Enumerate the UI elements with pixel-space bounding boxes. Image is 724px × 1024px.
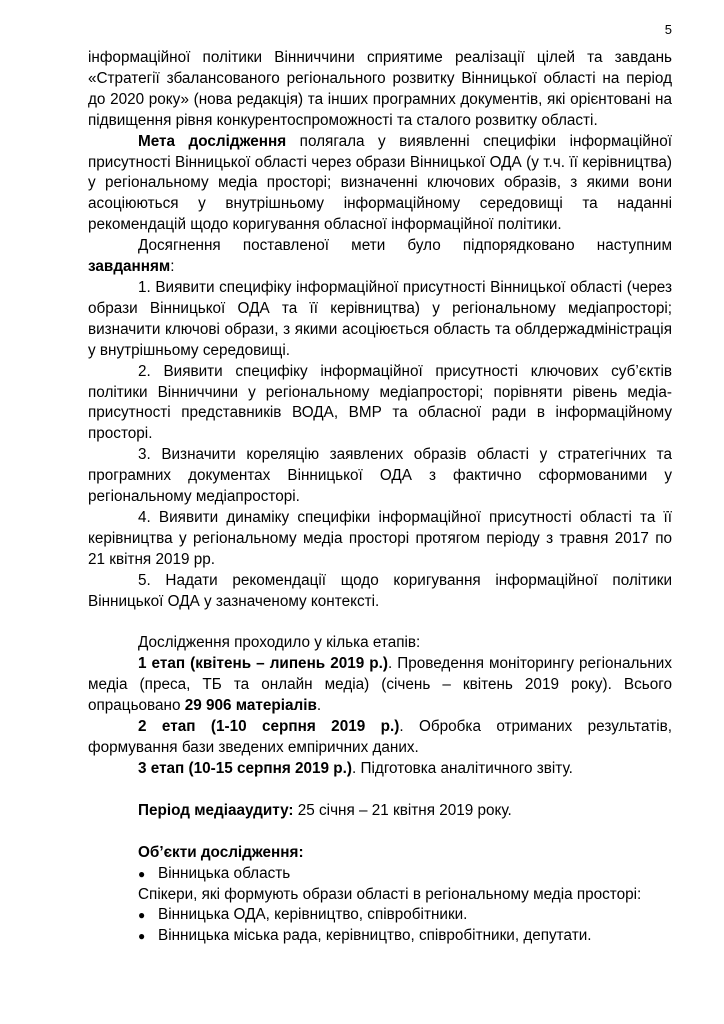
- list-item: [88, 864, 672, 885]
- task-item-1: 1. Виявити специфіку інформаційної присутності Вінницької області (через образи Вінницької ОДА та її керівництва) у регіональному медіапросторі; визначити ключові образи, з якими асоціюється область та облдержадміністрація у внутрішньому середовищі.: [88, 278, 672, 359]
- objects-heading: [88, 843, 672, 864]
- goal-text: полягала у виявленні специфіки інформаційної присутності Вінницької області через образи Вінницької ОДА (у т.ч. її керівництва) у регіональному медіа просторі; визначенні ключових образів, з якими вони асоціюються у внутрішньому інформаційному середовищі та наданні рекомендацій щодо коригування обласної інформаційної політики.: [88, 132, 672, 234]
- stage-1-count: 29 906 матеріалів: [184, 697, 317, 715]
- speaker-bullet-text: Вінницька ОДА, керівництво, співробітники.: [158, 906, 468, 924]
- task-item-2: 2. Виявити специфіку інформаційної присутності ключових суб’єктів політики Вінниччини у регіональному медіапросторі; порівняти рівень медіа-присутності представників ВОДА, ВМР та обласної ради в інформаційному просторі.: [88, 362, 672, 443]
- tasks-suffix: :: [170, 258, 175, 276]
- spacer: [88, 612, 672, 633]
- spacer: [88, 780, 672, 801]
- bullet-icon: ●: [138, 908, 146, 923]
- stage-3-label: 3 етап (10-15 серпня 2019 р.): [138, 759, 352, 777]
- bullet-icon: ●: [138, 866, 146, 881]
- page-number: 5: [664, 22, 672, 37]
- stages-intro: Дослідження проходило у кілька етапів:: [138, 634, 421, 652]
- stage-1-paragraph: [88, 654, 672, 717]
- list-item: [88, 905, 672, 926]
- speaker-bullet-text: Вінницька міська рада, керівництво, співробітники, депутати.: [158, 927, 592, 945]
- stage-1-suffix: .: [316, 697, 322, 715]
- stage-1-text: . Проведення моніторингу регіональних медіа (преса, ТБ та онлайн медіа) (січень – квітень 2019 року). Всього опрацьовано: [88, 655, 672, 715]
- stage-2-label: 2 етап (1-10 серпня 2019 р.): [138, 718, 400, 736]
- period-text: 25 січня – 21 квітня 2019 року.: [293, 801, 512, 819]
- tasks-intro-text: Досягнення поставленої мети було підпорядковано наступним: [138, 237, 672, 255]
- stage-3-paragraph: [88, 759, 672, 780]
- task-item-5: 5. Надати рекомендації щодо коригування інформаційної політики Вінницької ОДА у зазначеному контексті.: [88, 571, 672, 610]
- objects-label: Об’єкти дослідження:: [138, 843, 304, 861]
- intro-paragraph: інформаційної політики Вінниччини сприятиме реалізації цілей та завдань «Стратегії збалансованого регіонального розвитку Вінницької області на період до 2020 року» (нова редакція) та інших програмних документів, які орієнтовані на підвищення рівня конкурентоспроможності та сталого розвитку області.: [88, 49, 672, 129]
- tasks-intro-paragraph: [88, 236, 672, 278]
- speakers-intro: Спікери, які формують образи області в регіональному медіа просторі:: [138, 885, 642, 903]
- stage-2-paragraph: [88, 717, 672, 759]
- object-bullet-text: Вінницька область: [158, 864, 291, 882]
- period-paragraph: [88, 801, 672, 822]
- task-item-3: 3. Визначити кореляцію заявлених образів області у стратегічних та програмних документах Вінницької ОДА з фактично сформованими у регіональному медіапросторі.: [88, 446, 672, 506]
- period-label: Період медіааудиту:: [138, 801, 294, 819]
- stage-2-text: . Обробка отриманих результатів, формування бази зведених емпіричних даних.: [88, 718, 672, 756]
- stage-1-label: 1 етап (квітень – липень 2019 р.): [138, 655, 388, 673]
- tasks-label: завданням: [88, 258, 171, 276]
- goal-label: Мета дослідження: [138, 132, 287, 150]
- list-item: [88, 926, 672, 947]
- task-item-4: 4. Виявити динаміку специфіки інформаційної присутності області та її керівництва у регіональному медіа просторі протягом періоду з травня 2017 по 21 квітня 2019 рр.: [88, 508, 672, 568]
- stage-3-text: . Підготовка аналітичного звіту.: [352, 759, 573, 777]
- page-content: [88, 48, 672, 947]
- spacer: [88, 822, 672, 843]
- bullet-icon: ●: [138, 929, 146, 944]
- goal-paragraph: [88, 132, 672, 237]
